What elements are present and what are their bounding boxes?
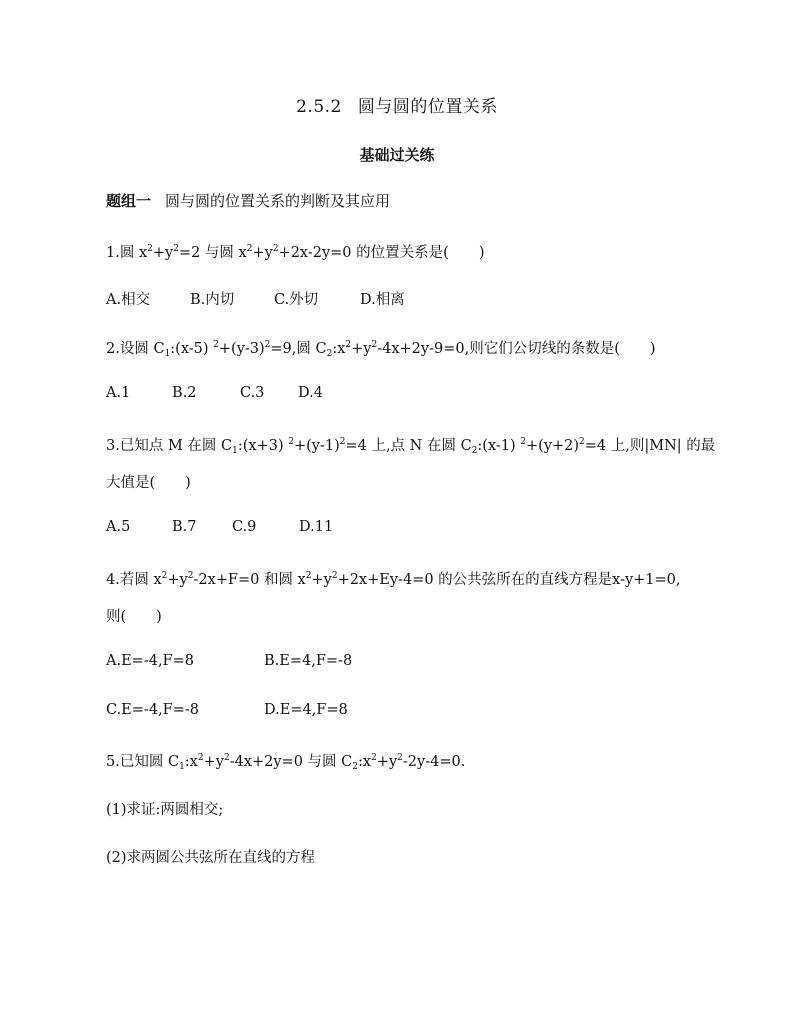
superscript: 2 xyxy=(187,571,194,581)
superscript: 2 xyxy=(339,437,346,447)
superscript: 2 xyxy=(161,571,168,581)
superscript: 2 xyxy=(345,340,352,350)
section-number: 2.5.2 xyxy=(296,97,342,117)
text-run: 圆 x xyxy=(119,245,148,261)
superscript: 2 xyxy=(223,753,230,763)
text-run: ) xyxy=(649,341,656,357)
text-run: 已知圆 C xyxy=(119,754,180,770)
option-b[interactable]: B.内切 xyxy=(190,292,235,308)
option-d[interactable]: D.11 xyxy=(299,519,334,535)
option-d[interactable]: D.E=4,F=8 xyxy=(264,702,348,718)
text-run: =4 上,点 N 在圆 C xyxy=(345,438,472,454)
text-run: :x xyxy=(332,341,346,357)
text-run: ) xyxy=(478,245,485,261)
subscript: 1 xyxy=(164,349,171,359)
text-run: +y xyxy=(167,572,188,588)
question-number: 3. xyxy=(106,438,120,454)
question-4 xyxy=(106,568,681,589)
question-3-continued xyxy=(106,471,191,492)
text-run: :(x-1) xyxy=(477,438,521,454)
superscript: 2 xyxy=(520,437,527,447)
text-run: 若圆 x xyxy=(119,572,162,588)
text-run: :x xyxy=(357,754,372,770)
text-run: :x xyxy=(184,754,198,770)
option-d[interactable]: D.4 xyxy=(298,385,323,401)
text-run: 设圆 C xyxy=(119,341,165,357)
subscript: 1 xyxy=(179,762,185,772)
option-a[interactable]: A.相交 xyxy=(106,292,151,308)
option-b[interactable]: B.7 xyxy=(172,519,197,535)
text-run: -4x+2y-9=0,则它们公切线的条数是( xyxy=(377,341,620,357)
text-run: 则( xyxy=(106,609,127,625)
option-c[interactable]: C.外切 xyxy=(274,292,319,308)
question-4-options-row-1 xyxy=(106,653,352,669)
question-1-options xyxy=(106,288,405,309)
text-run: +(y+2) xyxy=(526,438,580,454)
text-run: +y xyxy=(351,341,372,357)
text-run: +y xyxy=(152,245,174,261)
superscript: 2 xyxy=(246,244,253,254)
option-b[interactable]: B.2 xyxy=(172,385,197,401)
text-run: ) xyxy=(156,609,162,625)
question-4-options-row-2 xyxy=(106,702,348,718)
option-c[interactable]: C.3 xyxy=(240,385,265,401)
subscript: 2 xyxy=(352,762,358,772)
text-run: 已知点 M 在圆 C xyxy=(119,438,233,454)
text-run: 大值是( xyxy=(106,475,156,491)
superscript: 2 xyxy=(579,437,585,447)
text-run: +y xyxy=(311,572,332,588)
question-number: 5. xyxy=(106,754,120,770)
text-run: ) xyxy=(185,475,191,491)
question-5-part-1: (1)求证:两圆相交; xyxy=(106,802,224,818)
superscript: 2 xyxy=(147,244,153,254)
question-number: 2. xyxy=(106,341,120,357)
text-run: +y xyxy=(376,754,398,770)
page-title xyxy=(0,92,794,117)
text-run: +(y-3) xyxy=(218,341,265,357)
option-d[interactable]: D.相离 xyxy=(360,292,405,308)
question-3 xyxy=(106,434,715,455)
question-number: 1. xyxy=(106,245,120,261)
subscript: 1 xyxy=(232,446,238,456)
superscript: 2 xyxy=(371,340,378,350)
superscript: 2 xyxy=(288,437,294,447)
text-run: =4 上,则|MN| 的最 xyxy=(584,438,716,454)
section-title: 圆与圆的位置关系 xyxy=(357,97,498,117)
text-run: +2x+Ey-4=0 的公共弦所在的直线方程是x-y+1=0, xyxy=(337,572,681,588)
text-run: +y xyxy=(252,245,273,261)
group-label: 题组一 xyxy=(106,192,152,210)
superscript: 2 xyxy=(331,571,338,581)
question-5-part-2: (2)求两圆公共弦所在直线的方程 xyxy=(106,850,316,866)
superscript: 2 xyxy=(272,244,279,254)
question-2 xyxy=(106,337,656,358)
text-run: +(y-1) xyxy=(293,438,340,454)
text-run: -2x+F=0 和圆 x xyxy=(193,572,306,588)
subtitle: 基础过关练 xyxy=(359,146,435,164)
superscript: 2 xyxy=(173,244,179,254)
text-run: +2x-2y=0 的位置关系是( xyxy=(278,245,449,261)
option-b[interactable]: B.E=4,F=-8 xyxy=(264,653,353,669)
question-5 xyxy=(106,750,465,771)
question-2-options xyxy=(106,385,323,401)
text-run: =2 与圆 x xyxy=(178,245,247,261)
text-run: :(x-5) xyxy=(170,341,214,357)
question-3-options xyxy=(106,519,333,535)
text-run: -2y-4=0. xyxy=(402,754,466,770)
text-run: =9,圆 C xyxy=(270,341,327,357)
superscript: 2 xyxy=(264,340,271,350)
subscript: 2 xyxy=(326,349,333,359)
question-4-continued xyxy=(106,605,162,626)
option-c[interactable]: C.E=-4,F=-8 xyxy=(106,702,199,718)
option-a[interactable]: A.1 xyxy=(106,385,131,401)
superscript: 2 xyxy=(213,340,219,350)
text-run: -4x+2y=0 与圆 C xyxy=(229,754,353,770)
superscript: 2 xyxy=(197,753,204,763)
option-c[interactable]: C.9 xyxy=(232,519,257,535)
superscript: 2 xyxy=(371,753,377,763)
option-a[interactable]: A.5 xyxy=(106,519,131,535)
question-1 xyxy=(106,241,484,262)
option-a[interactable]: A.E=-4,F=8 xyxy=(106,653,194,669)
subscript: 2 xyxy=(471,446,478,456)
superscript: 2 xyxy=(305,571,312,581)
text-run: :(x+3) xyxy=(237,438,289,454)
question-group-heading xyxy=(106,190,390,211)
text-run: +y xyxy=(203,754,224,770)
group-name: 圆与圆的位置关系的判断及其应用 xyxy=(165,192,391,210)
question-number: 4. xyxy=(106,572,120,588)
superscript: 2 xyxy=(397,753,403,763)
